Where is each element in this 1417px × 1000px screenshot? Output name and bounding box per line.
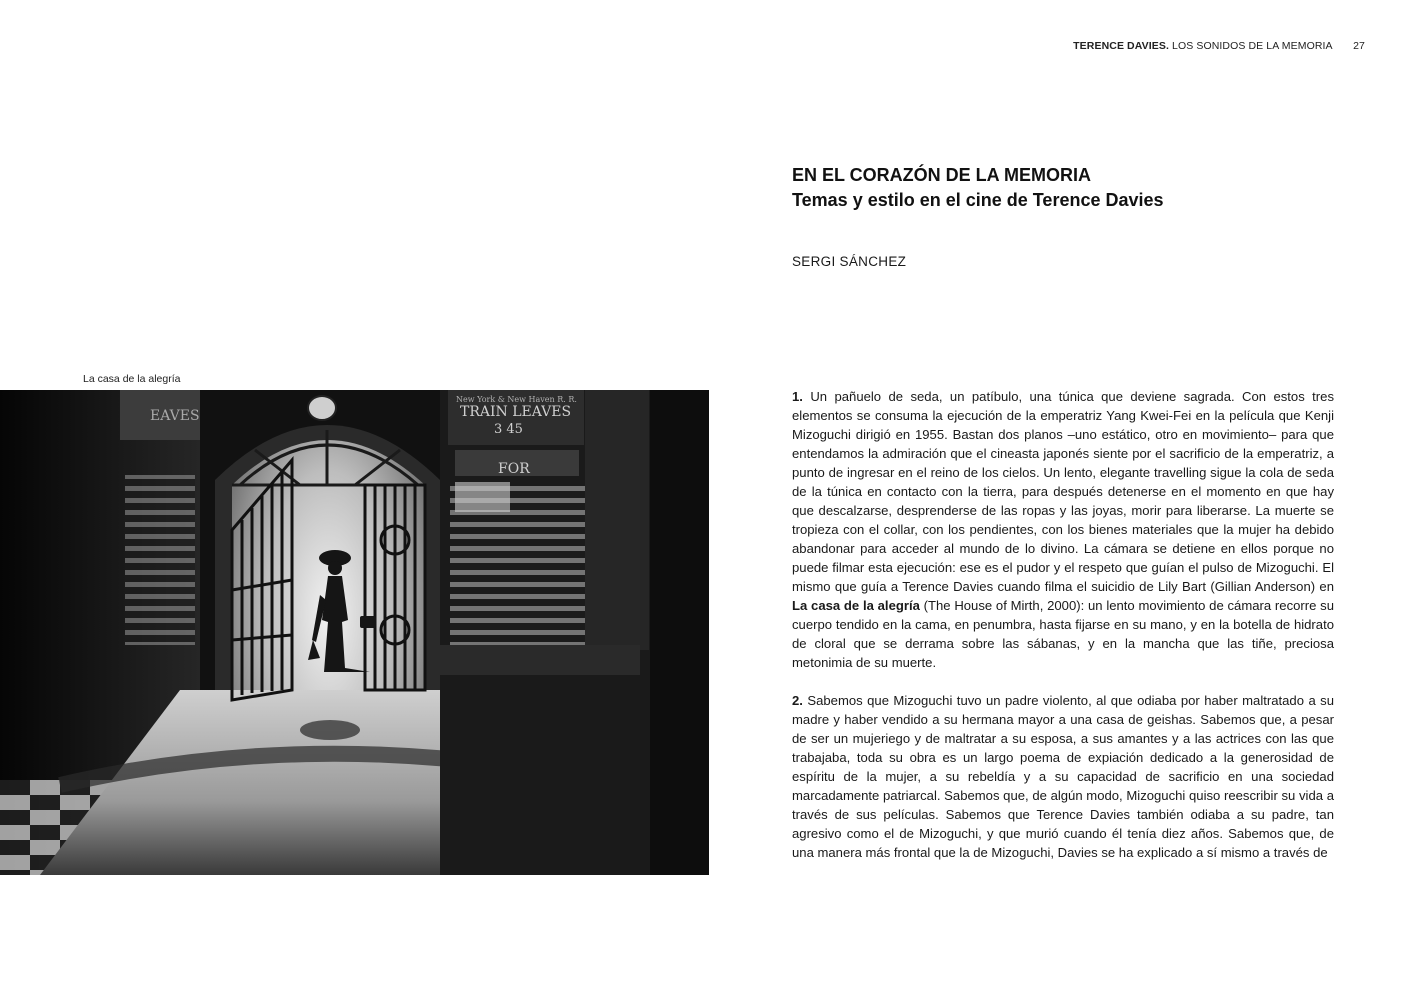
paragraph-1 (792, 387, 1334, 672)
paragraph-1-text-a: Un pañuelo de seda, un patíbulo, una túnica que deviene sagrada. Con estos tres elementos se consuma la ejecución de la emperatriz Yang Kwei-Fei en la película que Kenji Mizoguchi dirigió en 1955. Bastan dos planos –uno estático, otro en movimiento– para que entendamos la admiración que el cineasta japonés siente por el sacrificio de la emperatriz, a punto de ingresar en el reino de los cielos. Un lento, elegante travelling sigue la cola de seda de la túnica en contacto con la tierra, para después detenerse en el momento en que hay que descalzarse, desprenderse de las ropas y las joyas, morir para liberarse. La muerte se tropieza con el collar, con los pendientes, con los bienes materiales que la mujer ha debido abandonar para acceder al mundo de lo divino. La cámara se detiene en ellos porque no puede filmar esta ejecución: ese es el pudor y el respeto que guían el pulso de Mizoguchi. El mismo que guía a Terence Davies cuando filma el suicidio de Lily Bart (Gillian Anderson) en (792, 389, 1334, 594)
article-author: SERGI SÁNCHEZ (792, 254, 907, 269)
paragraph-2-text: Sabemos que Mizoguchi tuvo un padre violento, al que odiaba por haber maltratado a su madre y haber vendido a su hermana mayor a una casa de geishas. Sabemos que, a pesar de ser un mujeriego y de maltratar a su esposa, a sus amantes y a las actrices con las que trabajaba, toda su obra es un largo poema de expiación dedicado a la generosidad de espíritu de la mujer, a su rebeldía y a su capacidad de sacrificio en una sociedad marcadamente patriarcal. Sabemos que, de algún modo, Mizoguchi quiso reescribir su vida a través de sus películas. Sabemos que Terence Davies también odiaba a su padre, tan agresivo como el de Mizoguchi, y que murió cuando él tenía diez años. Sabemos que, de una manera más frontal que la de Mizoguchi, Davies se ha explicado a sí mismo a través de (792, 693, 1334, 860)
figure-caption: La casa de la alegría (83, 373, 181, 385)
sign-railroad-text: New York & New Haven R. R. (456, 395, 577, 404)
running-head (1073, 40, 1365, 52)
paragraph-2 (792, 691, 1334, 862)
article-subtitle: Temas y estilo en el cine de Terence Davies (792, 190, 1164, 210)
article-body (792, 387, 1334, 881)
sign-for-text: FOR (498, 461, 530, 477)
paragraph-2-number: 2. (792, 693, 803, 708)
running-head-author: TERENCE DAVIES. (1073, 40, 1169, 52)
paragraph-1-film-title: La casa de la alegría (792, 598, 920, 613)
article-title-block (792, 163, 1352, 213)
page-number: 27 (1353, 40, 1365, 52)
article-title: EN EL CORAZÓN DE LA MEMORIA (792, 165, 1092, 185)
film-still-image (0, 390, 709, 875)
running-head-title: LOS SONIDOS DE LA MEMORIA (1172, 40, 1333, 52)
sign-train-time-text: 3 45 (494, 422, 523, 437)
paragraph-1-text-b: (The House of Mirth, 2000): un lento movimiento de cámara recorre su cuerpo tendido en la cama, en penumbra, hasta fijarse en su mano, y en la botella de hidrato de cloral que se derrama sobre las sábanas, y en la mancha que las tiñe, preciosa metonimia de su muerte. (792, 598, 1334, 670)
sign-left-text: EAVES (150, 408, 200, 424)
paragraph-1-number: 1. (792, 389, 803, 404)
sign-train-leaves-text: TRAIN LEAVES (460, 404, 572, 420)
